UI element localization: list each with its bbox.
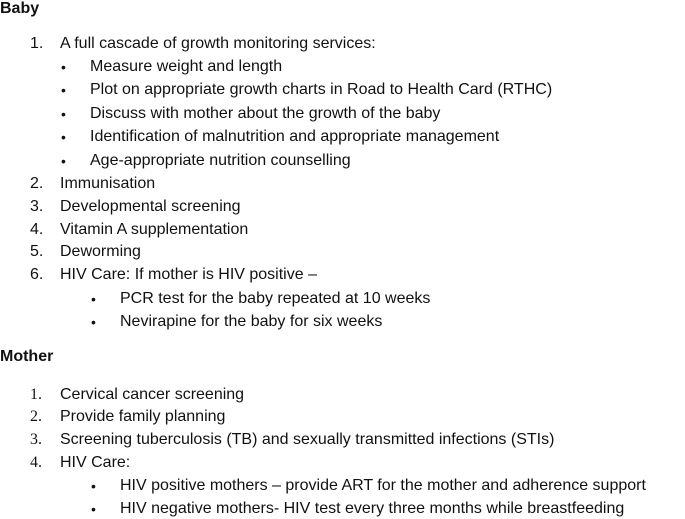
- list-number: 2.: [30, 175, 44, 192]
- list-item-text: Provide family planning: [60, 408, 226, 425]
- bullet-icon: •: [91, 478, 96, 494]
- list-number: 4.: [30, 221, 44, 238]
- list-item-text: Immunisation: [60, 175, 156, 192]
- bullet-text: PCR test for the baby repeated at 10 weeks: [120, 290, 431, 307]
- list-number: 5.: [30, 243, 44, 260]
- list-item-text: Cervical cancer screening: [60, 386, 245, 403]
- bullet-icon: •: [61, 59, 66, 75]
- baby-heading: Baby: [0, 0, 40, 17]
- list-item-text: Vitamin A supplementation: [60, 221, 249, 238]
- list-item-text: A full cascade of growth monitoring services:: [60, 35, 376, 52]
- bullet-icon: •: [61, 106, 66, 122]
- list-item-text: Screening tuberculosis (TB) and sexually transmitted infections (STIs): [60, 431, 555, 448]
- list-number: 6.: [30, 266, 44, 283]
- bullet-icon: •: [61, 153, 66, 169]
- list-item-text: Deworming: [60, 243, 141, 260]
- list-number: 1.: [30, 386, 42, 403]
- bullet-icon: •: [91, 501, 96, 517]
- bullet-icon: •: [91, 314, 96, 330]
- bullet-text: Plot on appropriate growth charts in Road to Health Card (RTHC): [90, 81, 553, 98]
- bullet-text: Identification of malnutrition and appropriate management: [90, 128, 500, 145]
- list-number: 4.: [30, 454, 42, 471]
- list-item-text: HIV Care:: [60, 454, 131, 471]
- mother-heading: Mother: [0, 348, 54, 365]
- list-item-text: HIV Care: If mother is HIV positive –: [60, 266, 317, 283]
- list-item-text: Developmental screening: [60, 198, 241, 215]
- bullet-text: HIV negative mothers- HIV test every three months while breastfeeding: [120, 500, 625, 517]
- list-number: 3.: [30, 431, 42, 448]
- list-number: 3.: [30, 198, 44, 215]
- bullet-icon: •: [61, 129, 66, 145]
- bullet-icon: •: [61, 82, 66, 98]
- bullet-text: Nevirapine for the baby for six weeks: [120, 313, 383, 330]
- bullet-text: Age-appropriate nutrition counselling: [90, 152, 351, 169]
- list-number: 2.: [30, 408, 42, 425]
- bullet-text: Discuss with mother about the growth of the baby: [90, 105, 441, 122]
- bullet-text: Measure weight and length: [90, 58, 283, 75]
- list-number: 1.: [30, 35, 44, 52]
- bullet-icon: •: [91, 291, 96, 307]
- bullet-text: HIV positive mothers – provide ART for the mother and adherence support: [120, 477, 646, 494]
